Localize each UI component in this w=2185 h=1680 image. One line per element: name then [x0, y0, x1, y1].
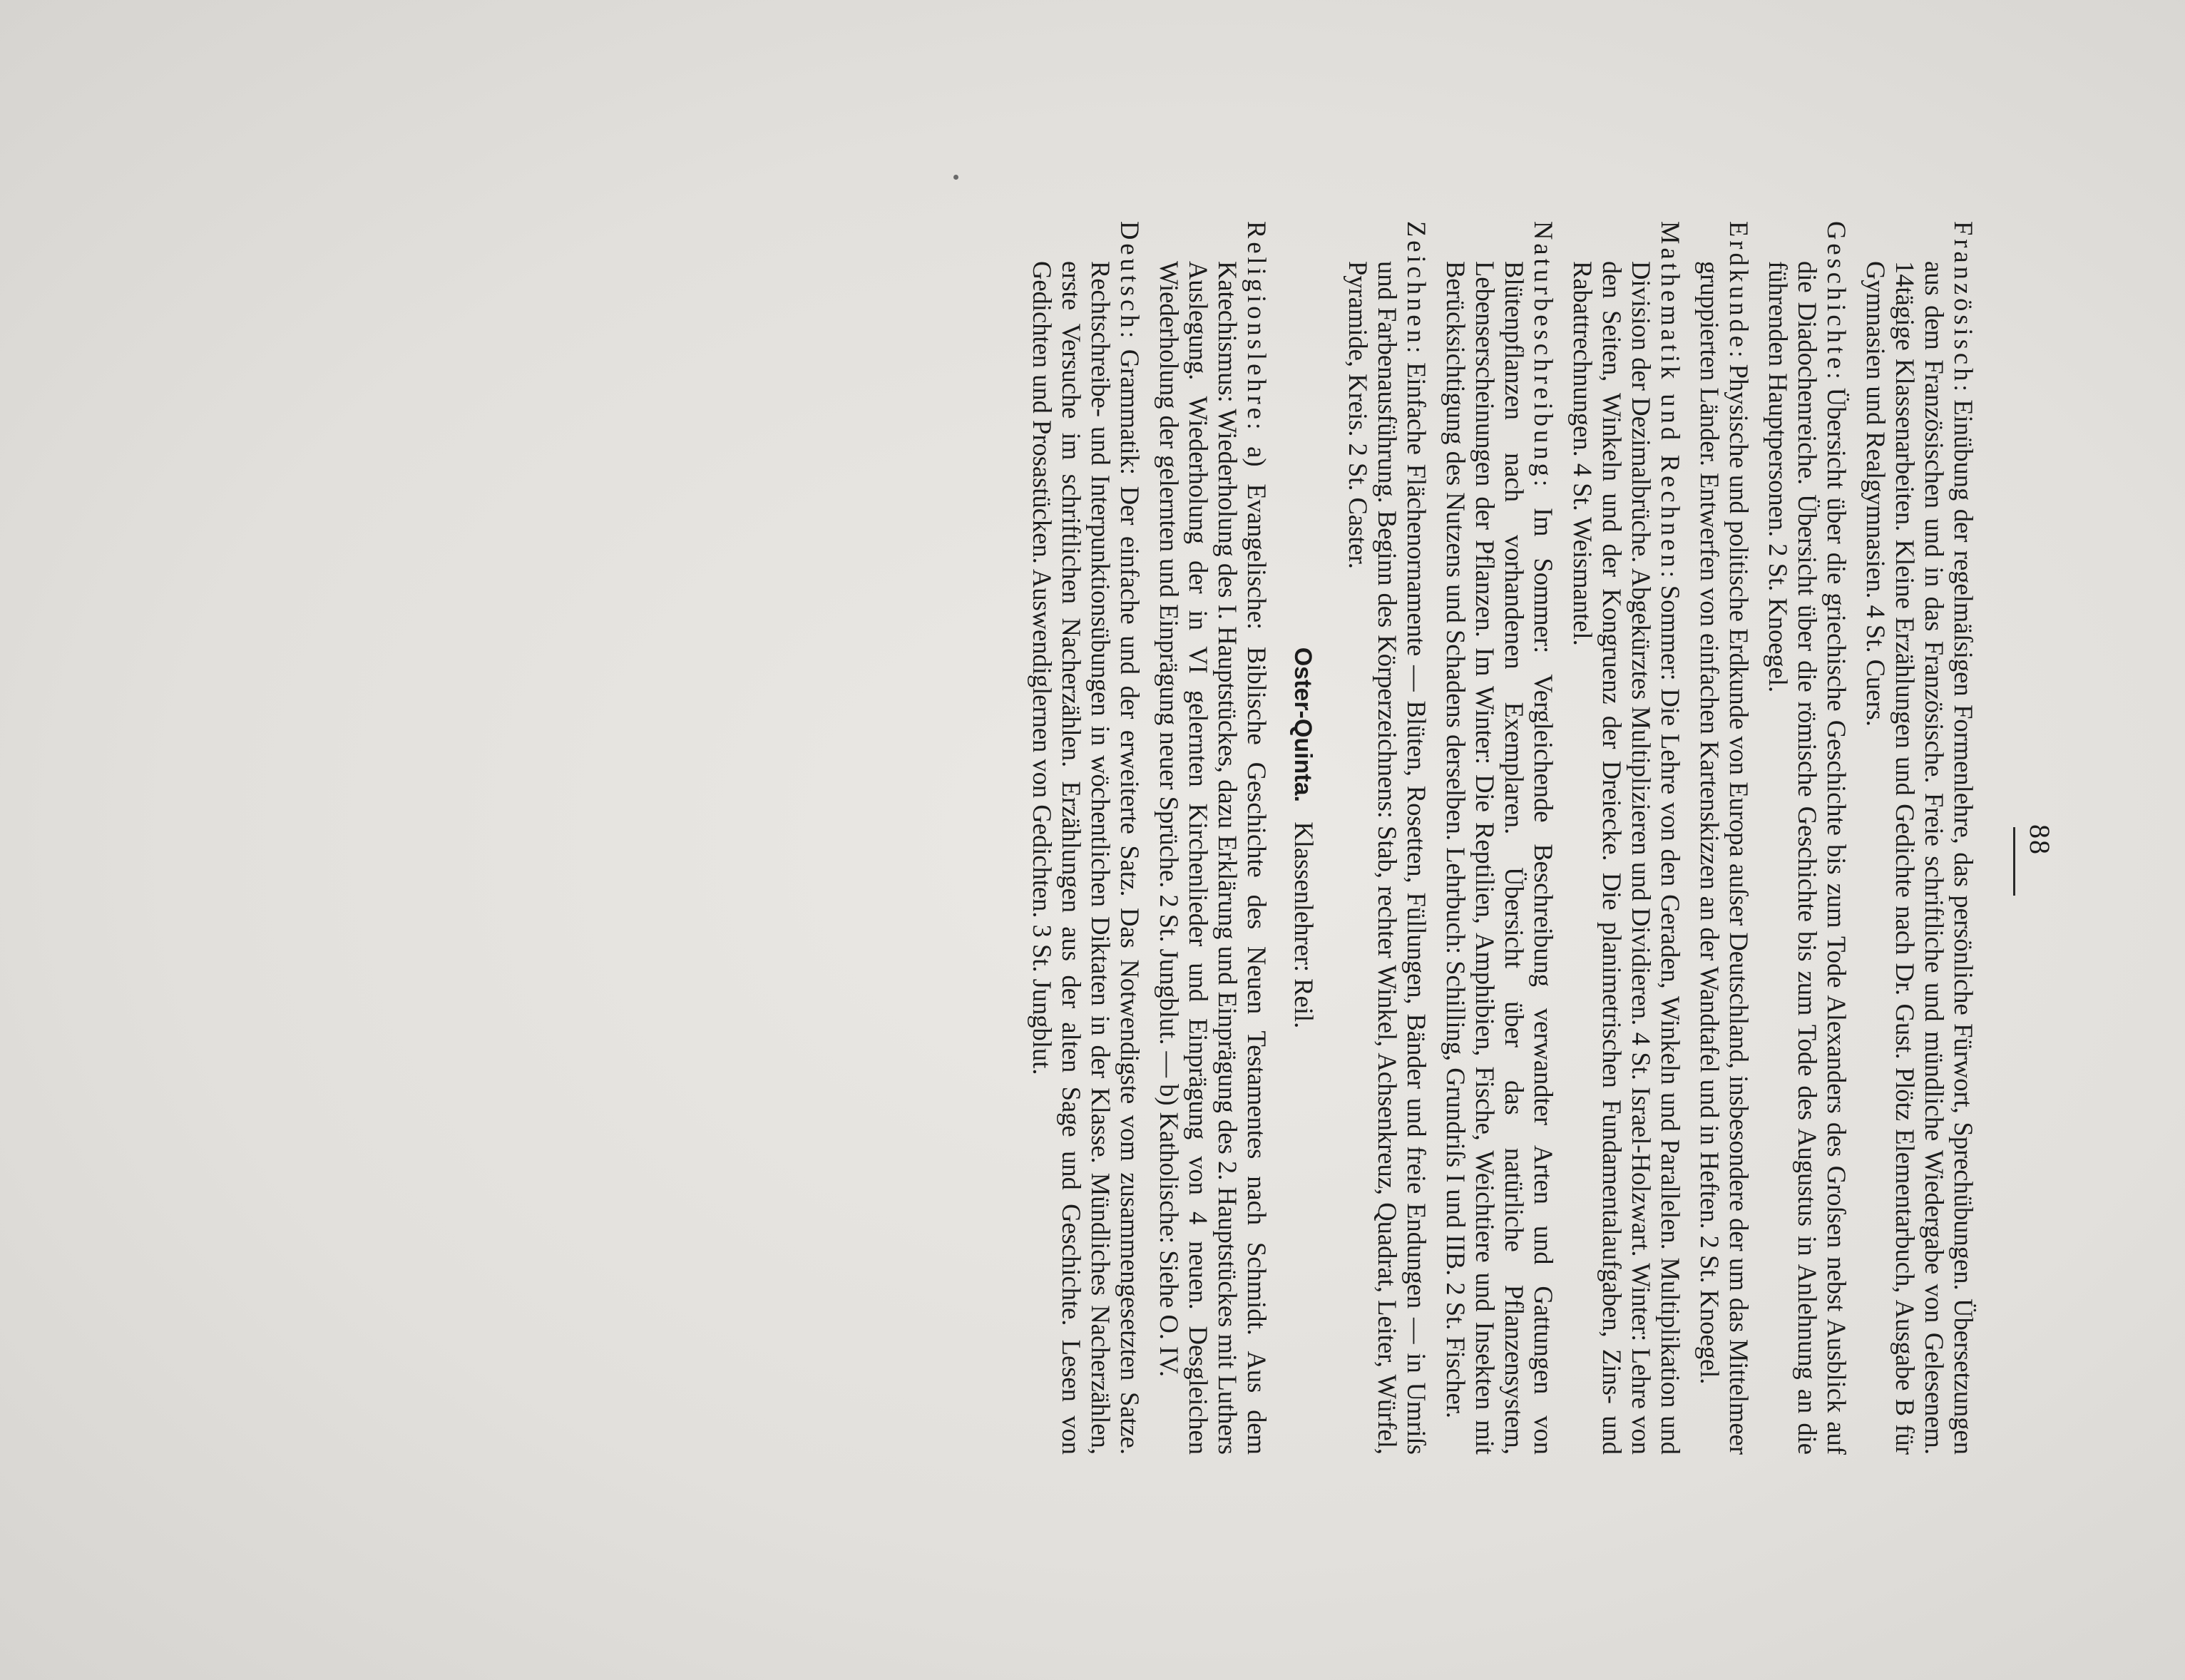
paragraph-mathematik: [1568, 221, 1685, 1455]
section-heading: [1287, 221, 1319, 1455]
subject-separator: :: [1115, 331, 1142, 339]
subject-separator: :: [1242, 422, 1269, 430]
page-number: 88: [2024, 824, 2056, 856]
paragraph-erdkunde: [1695, 221, 1754, 1455]
paragraph-naturbeschreibung: [1441, 221, 1558, 1455]
subject-separator: :: [1402, 346, 1428, 354]
subject-label: Erdkunde: [1724, 221, 1754, 351]
paragraph-text: Im Sommer: Vergleichende Beschreibung verwandter Arten und Gattungen von Blütenpflanzen nach vorhandenen Exemplaren. Übersicht über das natürliche Pflanzensystem, Lebenserscheinungen der Pflanzen. Im Winter: Die Reptilien, Amphibien, Fische, Weichtiere und Insekten mit Berücksichtigung des Nutzens und Schadens derselben. Lehrbuch: Schilling, Grundriſs I und IIB. 2 St. Fischer.: [1441, 261, 1558, 1455]
subject-label: Deutsch: [1115, 221, 1145, 332]
subject-separator: :: [1822, 372, 1848, 379]
paragraph-text: Einfache Flächenornamente — Blüten, Rosetten, Füllungen, Bänder und freie Endungen — in Umriſs und Farbenausführung. Beginn des Körperzeichnens: Stab, rechter Winkel, Achsenkreuz, Quadrat, Leiter, Würfel, Pyramide, Kreis. 2 St. Caster.: [1344, 261, 1431, 1455]
subject-separator: :: [1724, 350, 1751, 358]
paragraph-text: Übersicht über die griechische Geschichte bis zum Tode Alexanders des Groſsen nebst Ausblick auf die Diadochenreiche. Übersicht über die römische Geschichte bis zum Tode des Augustus in Anlehnung an die führenden Hauptpersonen. 2 St. Knoegel.: [1764, 261, 1851, 1455]
subject-label: Religionslehre: [1242, 221, 1271, 423]
paragraph-geschichte: [1764, 221, 1851, 1455]
class-teacher: Klassenlehrer: Reil.: [1289, 821, 1319, 1029]
subject-separator: :: [1949, 384, 1975, 391]
subject-label: Französisch: [1949, 221, 1978, 385]
paragraph-text: Physische und politische Erdkunde von Europa auſser Deutschland, insbesondere der um das Mittelmeer gruppierten Länder. Entwerfen von einfachen Kartenskizzen an der Wandtafel und in Heften. 2 St. Knoegel.: [1695, 261, 1754, 1455]
subject-label: Zeichnen: [1402, 221, 1431, 347]
section-title: Oster-Quinta.: [1289, 647, 1316, 802]
paragraph-text: a) Evangelische: Biblische Geschichte des Neuen Testamentes nach Schmidt. Aus dem Katechismus: Wiederholung des I. Hauptstückes, dazu Erklärung und Einprägung des 2. Hauptstückes mit Luthers Auslegung. Wiederholung der in VI gelernten Kirchenlieder und Einprägung von 4 neuen. Desgleichen Wiederholung der gelernten und Einprägung neuer Sprüche. 2 St. Jungblut. — b) Katholische: Siehe O. IV.: [1155, 261, 1271, 1455]
subject-label: Naturbeschreibung: [1529, 221, 1558, 480]
subject-label: Geschichte: [1822, 221, 1851, 373]
paragraph-zeichnen: [1344, 221, 1431, 1455]
paragraph-text: Sommer: Die Lehre von den Geraden, Winkeln und Parallelen. Multiplikation und Division der Dezimalbrüche. Abgekürztes Multiplizieren und Dividieren. 4 St. Israel-Holzwart. Winter: Lehre von den Seiten, Winkeln und der Kongruenz der Dreiecke. Die planimetrischen Fundamentalaufgaben, Zins- und Rabattrechnungen. 4 St. Weismantel.: [1568, 261, 1685, 1455]
paragraph-religionslehre: [1155, 221, 1271, 1455]
paragraph-franzoesisch: [1861, 221, 1978, 1455]
subject-label: Mathematik und Rechnen: [1656, 221, 1685, 571]
page-number-rule: [2013, 827, 2015, 896]
subject-separator: :: [1529, 479, 1555, 487]
subject-separator: :: [1656, 570, 1682, 578]
paragraph-text: Einübung der regelmäſsigen Formenlehre, das persönliche Fürwort, Sprechübungen. Übersetzungen aus dem Französischen und in das Französische. Freie schriftliche und mündliche Wiedergabe von Gelesenem. 14tägige Klassenarbeiten. Kleine Erzählungen und Gedichte nach Dr. Gust. Plötz Elementarbuch, Ausgabe B für Gymnasien und Realgymnasien. 4 St. Cuers.: [1861, 261, 1978, 1455]
page-content: [1018, 221, 1978, 1455]
paragraph-deutsch: [1028, 221, 1145, 1455]
paragraph-text: Grammatik: Der einfache und der erweiterte Satz. Das Notwendigste vom zusammengesetzten Satze. Rechtschreibe- und Interpunktionsübungen in wöchentlichen Diktaten in der Klasse. Mündliches Nacherzählen, erste Versuche im schriftlichen Nacherzählen. Erzählungen aus der alten Sage und Geschichte. Lesen von Gedichten und Prosastücken. Auswendiglernen von Gedichten. 3 St. Jungblut.: [1028, 261, 1145, 1455]
